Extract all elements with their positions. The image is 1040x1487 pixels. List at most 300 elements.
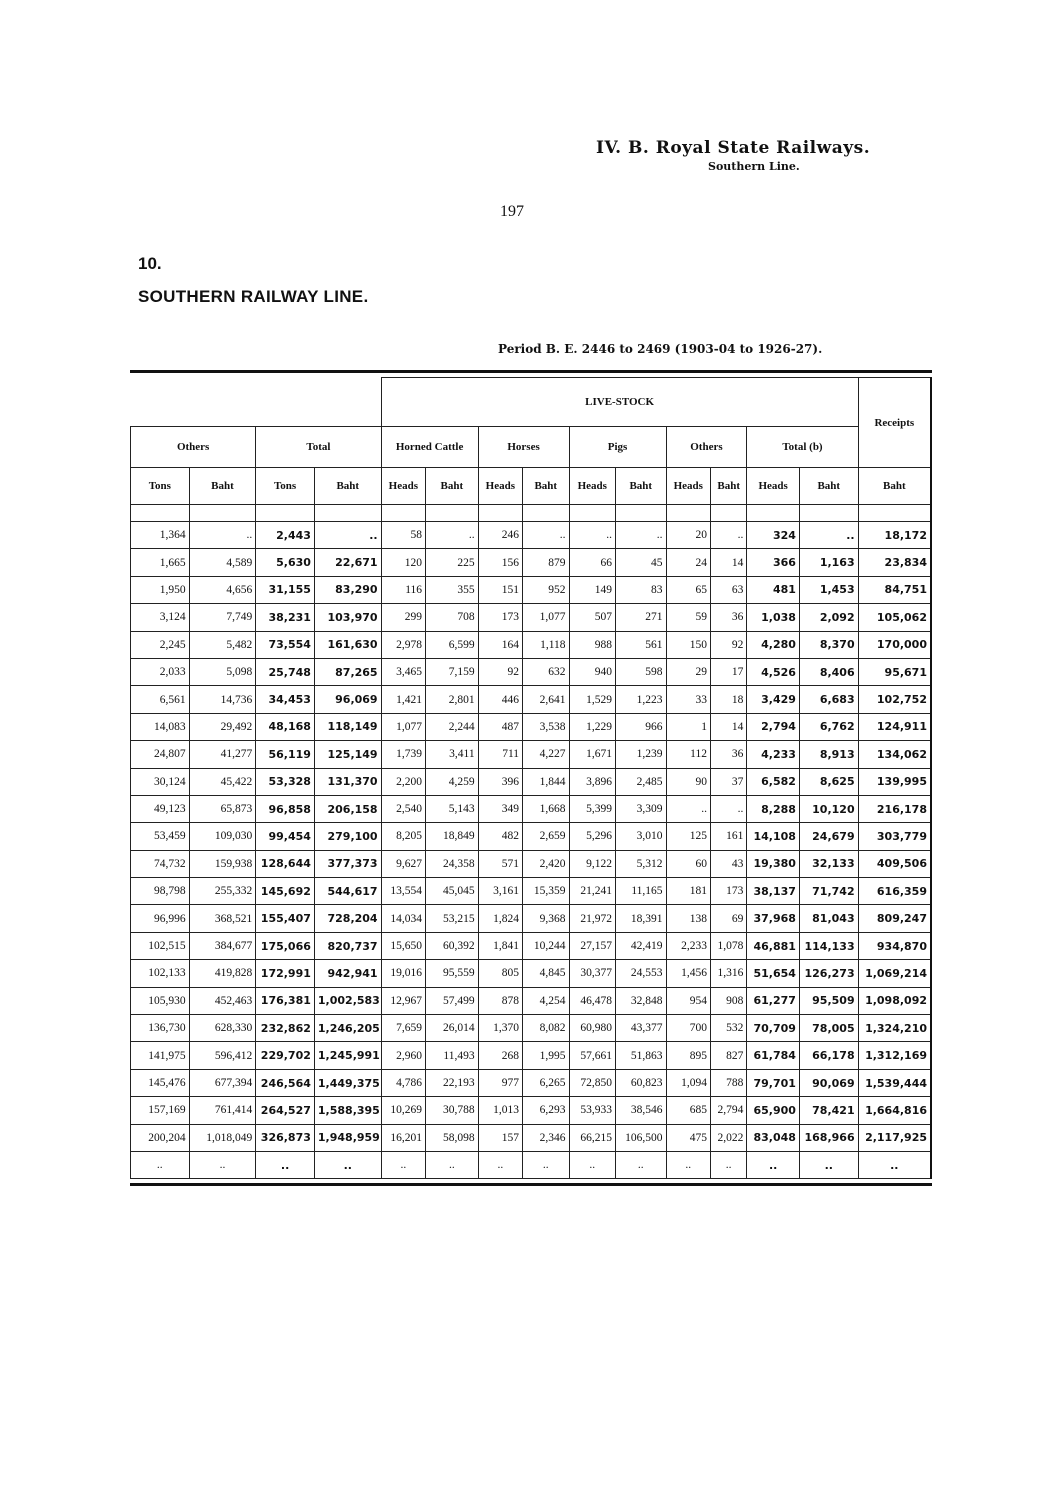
- table-cell: 1,529: [569, 686, 615, 713]
- table-cell: 419,828: [189, 960, 256, 987]
- table-cell: 299: [381, 604, 425, 631]
- table-row: [131, 1097, 932, 1124]
- table-row: [131, 823, 932, 850]
- table-cell: 4,259: [426, 768, 479, 795]
- header-group-total: Total: [256, 427, 381, 468]
- table-cell: 677,394: [189, 1069, 256, 1096]
- table-row: [131, 768, 932, 795]
- table-cell: 952: [523, 576, 569, 603]
- table-cell: ..: [616, 522, 667, 549]
- series-title: IV. B. Royal State Railways.: [596, 138, 871, 158]
- table-cell: 22,193: [426, 1069, 479, 1096]
- unit-header: Baht: [616, 468, 667, 505]
- page-number: 197: [500, 203, 524, 220]
- table-cell: 157: [478, 1124, 522, 1151]
- table-cell: 2,233: [666, 932, 710, 959]
- table-row: [131, 604, 932, 631]
- table-cell: 24,679: [799, 823, 858, 850]
- header-row-units: [131, 468, 932, 505]
- table-cell: 181: [666, 878, 710, 905]
- series-header: [596, 138, 936, 173]
- table-cell: 172,991: [256, 960, 315, 987]
- table-cell: 173: [710, 878, 746, 905]
- table-cell: 3,124: [131, 604, 190, 631]
- table-cell: 246: [478, 522, 522, 549]
- table-cell: 65: [666, 576, 710, 603]
- table-cell: 61,784: [747, 1042, 800, 1069]
- table-cell: 61,277: [747, 987, 800, 1014]
- table-cell: 452,463: [189, 987, 256, 1014]
- table-cell: 8,913: [799, 741, 858, 768]
- header-row-1: [131, 378, 932, 427]
- table-cell: 3,429: [747, 686, 800, 713]
- table-cell: 3,896: [569, 768, 615, 795]
- table-cell: 507: [569, 604, 615, 631]
- table-cell: 324: [747, 522, 800, 549]
- table-cell: 879: [523, 549, 569, 576]
- table-cell: 2,346: [523, 1124, 569, 1151]
- table-cell: 1,844: [523, 768, 569, 795]
- table-cell: 161,630: [314, 631, 381, 658]
- table-cell: 3,161: [478, 878, 522, 905]
- table-cell: 788: [710, 1069, 746, 1096]
- table-cell: 966: [616, 713, 667, 740]
- unit-header: Tons: [131, 468, 190, 505]
- table-cell: 58,098: [426, 1124, 479, 1151]
- table-cell: 70,709: [747, 1015, 800, 1042]
- table-cell: 134,062: [858, 741, 931, 768]
- table-cell: 25,748: [256, 658, 315, 685]
- table-cell: 7,659: [381, 1015, 425, 1042]
- table-cell: 141,975: [131, 1042, 190, 1069]
- table-cell: 279,100: [314, 823, 381, 850]
- table-cell: 131,370: [314, 768, 381, 795]
- table-cell: 175,066: [256, 932, 315, 959]
- table-cell: 377,373: [314, 850, 381, 877]
- table-cell: 30,124: [131, 768, 190, 795]
- table-cell: 1,223: [616, 686, 667, 713]
- table-cell: 8,370: [799, 631, 858, 658]
- table-cell: 12,967: [381, 987, 425, 1014]
- table-cell: 366: [747, 549, 800, 576]
- table-cell: 33: [666, 686, 710, 713]
- table-cell: ..: [314, 1151, 381, 1178]
- table-cell: 1,229: [569, 713, 615, 740]
- table-cell: 2,641: [523, 686, 569, 713]
- table-cell: 761,414: [189, 1097, 256, 1124]
- table-cell: ..: [616, 1151, 667, 1178]
- table-cell: 1,841: [478, 932, 522, 959]
- table-cell: 120: [381, 549, 425, 576]
- table-cell: 109,030: [189, 823, 256, 850]
- table-cell: ..: [710, 522, 746, 549]
- table-cell: 118,149: [314, 713, 381, 740]
- table-cell: 19,380: [747, 850, 800, 877]
- table-cell: 173: [478, 604, 522, 631]
- table-cell: 63: [710, 576, 746, 603]
- table-cell: 24: [666, 549, 710, 576]
- table-cell: 271: [616, 604, 667, 631]
- table-cell: 36: [710, 741, 746, 768]
- table-cell: ..: [710, 795, 746, 822]
- table-cell: 1,948,959: [314, 1124, 381, 1151]
- table-cell: 8,205: [381, 823, 425, 850]
- table-cell: 977: [478, 1069, 522, 1096]
- table-row: [131, 878, 932, 905]
- table-cell: 6,561: [131, 686, 190, 713]
- header-group-horses: Horses: [478, 427, 569, 468]
- table-cell: 96,996: [131, 905, 190, 932]
- table-cell: 4,280: [747, 631, 800, 658]
- table-cell: 11,165: [616, 878, 667, 905]
- table-cell: 161: [710, 823, 746, 850]
- table-cell: 38,137: [747, 878, 800, 905]
- table-cell: 2,092: [799, 604, 858, 631]
- data-table: [130, 377, 932, 1179]
- table-cell: 3,411: [426, 741, 479, 768]
- table-cell: 268: [478, 1042, 522, 1069]
- table-cell: 200,204: [131, 1124, 190, 1151]
- table-cell: 3,010: [616, 823, 667, 850]
- table-cell: 78,421: [799, 1097, 858, 1124]
- table-cell: 1,038: [747, 604, 800, 631]
- header-group-livestock-others: Others: [666, 427, 747, 468]
- table-cell: 5,143: [426, 795, 479, 822]
- table-cell: 7,159: [426, 658, 479, 685]
- table-cell: ..: [426, 522, 479, 549]
- table-cell: 446: [478, 686, 522, 713]
- table-cell: 482: [478, 823, 522, 850]
- table-cell: 98,798: [131, 878, 190, 905]
- table-cell: 136,730: [131, 1015, 190, 1042]
- table-cell: ..: [189, 1151, 256, 1178]
- table-cell: 24,358: [426, 850, 479, 877]
- table-cell: 90: [666, 768, 710, 795]
- table-cell: 18: [710, 686, 746, 713]
- table-cell: 1,069,214: [858, 960, 931, 987]
- table-cell: 125,149: [314, 741, 381, 768]
- table-row: [131, 576, 932, 603]
- table-row: [131, 522, 932, 549]
- table-cell: 69: [710, 905, 746, 932]
- table-cell: ..: [569, 522, 615, 549]
- table-cell: 616,359: [858, 878, 931, 905]
- table-row: [131, 1124, 932, 1151]
- table-cell: 2,794: [747, 713, 800, 740]
- table-cell: 895: [666, 1042, 710, 1069]
- table-cell: 66,178: [799, 1042, 858, 1069]
- table-cell: ..: [131, 1151, 190, 1178]
- table-cell: 255,332: [189, 878, 256, 905]
- table-cell: 42,419: [616, 932, 667, 959]
- table-cell: 5,399: [569, 795, 615, 822]
- unit-header: Baht: [314, 468, 381, 505]
- table-cell: 1,312,169: [858, 1042, 931, 1069]
- table-cell: 26,014: [426, 1015, 479, 1042]
- table-cell: 128,644: [256, 850, 315, 877]
- table-cell: 27,157: [569, 932, 615, 959]
- table-cell: 79,701: [747, 1069, 800, 1096]
- table-cell: 83: [616, 576, 667, 603]
- table-cell: 90,069: [799, 1069, 858, 1096]
- table-cell: 99,454: [256, 823, 315, 850]
- table-row: [131, 1042, 932, 1069]
- table-cell: ..: [381, 1151, 425, 1178]
- table-cell: 4,233: [747, 741, 800, 768]
- table-cell: 368,521: [189, 905, 256, 932]
- table-cell: ..: [569, 1151, 615, 1178]
- table-cell: 1,163: [799, 549, 858, 576]
- table-cell: 78,005: [799, 1015, 858, 1042]
- table-cell: 29,492: [189, 713, 256, 740]
- header-row-2: [131, 427, 932, 468]
- unit-header: Baht: [426, 468, 479, 505]
- table-cell: 809,247: [858, 905, 931, 932]
- table-cell: 22,671: [314, 549, 381, 576]
- table-cell: 13,554: [381, 878, 425, 905]
- table-cell: 19,016: [381, 960, 425, 987]
- table-cell: 1,077: [381, 713, 425, 740]
- section-title: SOUTHERN RAILWAY LINE.: [138, 287, 369, 306]
- period-label: Period B. E. 2446 to 2469 (1903-04 to 1926-27).: [498, 342, 823, 356]
- table-cell: 8,406: [799, 658, 858, 685]
- table-cell: 53,933: [569, 1097, 615, 1124]
- table-cell: 2,117,925: [858, 1124, 931, 1151]
- unit-header: Tons: [256, 468, 315, 505]
- table-cell: 4,254: [523, 987, 569, 1014]
- table-cell: 1,364: [131, 522, 190, 549]
- table-cell: 45,422: [189, 768, 256, 795]
- table-cell: 21,972: [569, 905, 615, 932]
- table-cell: 15,359: [523, 878, 569, 905]
- table-cell: 1,739: [381, 741, 425, 768]
- table-row: [131, 905, 932, 932]
- table-cell: 24,553: [616, 960, 667, 987]
- unit-header: Baht: [799, 468, 858, 505]
- table-cell: 561: [616, 631, 667, 658]
- table-cell: 4,845: [523, 960, 569, 987]
- table-cell: ..: [523, 522, 569, 549]
- table-cell: 246,564: [256, 1069, 315, 1096]
- table-cell: 708: [426, 604, 479, 631]
- table-cell: 1,098,092: [858, 987, 931, 1014]
- table-cell: 83,290: [314, 576, 381, 603]
- table-row: [131, 1069, 932, 1096]
- table-cell: 4,786: [381, 1069, 425, 1096]
- table-cell: ..: [799, 1151, 858, 1178]
- table-cell: 6,683: [799, 686, 858, 713]
- table-cell: 632: [523, 658, 569, 685]
- table-row: [131, 850, 932, 877]
- table-cell: 46,881: [747, 932, 800, 959]
- table-cell: 73,554: [256, 631, 315, 658]
- table-cell: 38,546: [616, 1097, 667, 1124]
- table-cell: 2,801: [426, 686, 479, 713]
- table-cell: 60,823: [616, 1069, 667, 1096]
- unit-header: Baht: [523, 468, 569, 505]
- table-cell: 45: [616, 549, 667, 576]
- unit-header: Heads: [478, 468, 522, 505]
- table-cell: 685: [666, 1097, 710, 1124]
- header-blank: [131, 378, 382, 427]
- table-cell: 51,654: [747, 960, 800, 987]
- table-cell: 102,515: [131, 932, 190, 959]
- table-cell: 206,158: [314, 795, 381, 822]
- table-cell: 34,453: [256, 686, 315, 713]
- table-cell: 106,500: [616, 1124, 667, 1151]
- table-cell: 14: [710, 549, 746, 576]
- table-cell: 1,664,816: [858, 1097, 931, 1124]
- table-cell: 46,478: [569, 987, 615, 1014]
- header-livestock: LIVE-STOCK: [381, 378, 858, 427]
- table-cell: 827: [710, 1042, 746, 1069]
- table-cell: ..: [666, 795, 710, 822]
- table-cell: 1,324,210: [858, 1015, 931, 1042]
- table-row: [131, 741, 932, 768]
- table-cell: 14,083: [131, 713, 190, 740]
- table-cell: 8,625: [799, 768, 858, 795]
- table-cell: 170,000: [858, 631, 931, 658]
- table-cell: 92: [478, 658, 522, 685]
- table-cell: ..: [747, 1151, 800, 1178]
- table-cell: 6,582: [747, 768, 800, 795]
- table-cell: 57,661: [569, 1042, 615, 1069]
- table-cell: 150: [666, 631, 710, 658]
- table-cell: ..: [858, 1151, 931, 1178]
- table-cell: 14,736: [189, 686, 256, 713]
- table-cell: 14: [710, 713, 746, 740]
- table-cell: 84,751: [858, 576, 931, 603]
- table-cell: 396: [478, 768, 522, 795]
- table-cell: 2,033: [131, 658, 190, 685]
- table-cell: 16,201: [381, 1124, 425, 1151]
- table-cell: 36: [710, 604, 746, 631]
- table-cell: 1,668: [523, 795, 569, 822]
- table-row: [131, 713, 932, 740]
- header-group-horned-cattle: Horned Cattle: [381, 427, 478, 468]
- table-cell: 5,296: [569, 823, 615, 850]
- table-cell: 103,970: [314, 604, 381, 631]
- header-receipts: Receipts: [858, 378, 931, 468]
- table-row: [131, 631, 932, 658]
- spacer-row: [131, 505, 932, 522]
- table-cell: 571: [478, 850, 522, 877]
- table-cell: 225: [426, 549, 479, 576]
- table-cell: 2,659: [523, 823, 569, 850]
- table-cell: 2,978: [381, 631, 425, 658]
- table-row: [131, 932, 932, 959]
- table-cell: 126,273: [799, 960, 858, 987]
- unit-header: Heads: [569, 468, 615, 505]
- table-cell: 355: [426, 576, 479, 603]
- table-cell: 71,742: [799, 878, 858, 905]
- table-cell: 2,485: [616, 768, 667, 795]
- section-number: 10.: [138, 254, 162, 273]
- table-cell: 38,231: [256, 604, 315, 631]
- table-cell: 9,368: [523, 905, 569, 932]
- table-cell: 65,873: [189, 795, 256, 822]
- table-cell: 1,421: [381, 686, 425, 713]
- table-cell: 487: [478, 713, 522, 740]
- unit-header: Baht: [710, 468, 746, 505]
- table-cell: 66: [569, 549, 615, 576]
- table-cell: 532: [710, 1015, 746, 1042]
- table-cell: 820,737: [314, 932, 381, 959]
- table-cell: 6,599: [426, 631, 479, 658]
- table-cell: 96,858: [256, 795, 315, 822]
- table-cell: 53,459: [131, 823, 190, 850]
- table-cell: 18,172: [858, 522, 931, 549]
- table-cell: 5,098: [189, 658, 256, 685]
- table-cell: 65,900: [747, 1097, 800, 1124]
- table-cell: 41,277: [189, 741, 256, 768]
- table-cell: 4,227: [523, 741, 569, 768]
- table-cell: 116: [381, 576, 425, 603]
- table-cell: 138: [666, 905, 710, 932]
- table-cell: 216,178: [858, 795, 931, 822]
- table-cell: 2,245: [131, 631, 190, 658]
- table-cell: 4,656: [189, 576, 256, 603]
- table-cell: ..: [314, 522, 381, 549]
- table-cell: 60,980: [569, 1015, 615, 1042]
- table-cell: 481: [747, 576, 800, 603]
- table-cell: 1,950: [131, 576, 190, 603]
- unit-header: Heads: [666, 468, 710, 505]
- table-cell: 124,911: [858, 713, 931, 740]
- table-cell: 1,316: [710, 960, 746, 987]
- table-cell: 954: [666, 987, 710, 1014]
- unit-header: Baht: [189, 468, 256, 505]
- table-cell: 544,617: [314, 878, 381, 905]
- table-cell: 159,938: [189, 850, 256, 877]
- table-cell: 10,120: [799, 795, 858, 822]
- table-cell: 149: [569, 576, 615, 603]
- series-subtitle: Southern Line.: [708, 160, 800, 173]
- table-cell: 1,078: [710, 932, 746, 959]
- table-cell: 1,671: [569, 741, 615, 768]
- table-cell: 11,493: [426, 1042, 479, 1069]
- table-cell: 908: [710, 987, 746, 1014]
- table-cell: 95,559: [426, 960, 479, 987]
- table-cell: ..: [523, 1151, 569, 1178]
- table-cell: 10,244: [523, 932, 569, 959]
- data-table-wrapper: [130, 370, 932, 1186]
- table-cell: 105,930: [131, 987, 190, 1014]
- table-cell: 700: [666, 1015, 710, 1042]
- table-cell: ..: [666, 1151, 710, 1178]
- table-cell: 6,293: [523, 1097, 569, 1124]
- table-cell: 155,407: [256, 905, 315, 932]
- table-cell: 48,168: [256, 713, 315, 740]
- table-cell: 29: [666, 658, 710, 685]
- table-cell: 24,807: [131, 741, 190, 768]
- table-cell: 2,022: [710, 1124, 746, 1151]
- table-cell: 31,155: [256, 576, 315, 603]
- table-top-rule: [130, 370, 932, 373]
- table-cell: 87,265: [314, 658, 381, 685]
- table-cell: 2,420: [523, 850, 569, 877]
- table-cell: 56,119: [256, 741, 315, 768]
- table-cell: 264,527: [256, 1097, 315, 1124]
- table-cell: 1,094: [666, 1069, 710, 1096]
- table-cell: ..: [189, 522, 256, 549]
- table-cell: 45,045: [426, 878, 479, 905]
- table-cell: 53,328: [256, 768, 315, 795]
- table-cell: 1,539,444: [858, 1069, 931, 1096]
- table-cell: ..: [426, 1151, 479, 1178]
- table-cell: 303,779: [858, 823, 931, 850]
- table-cell: 17: [710, 658, 746, 685]
